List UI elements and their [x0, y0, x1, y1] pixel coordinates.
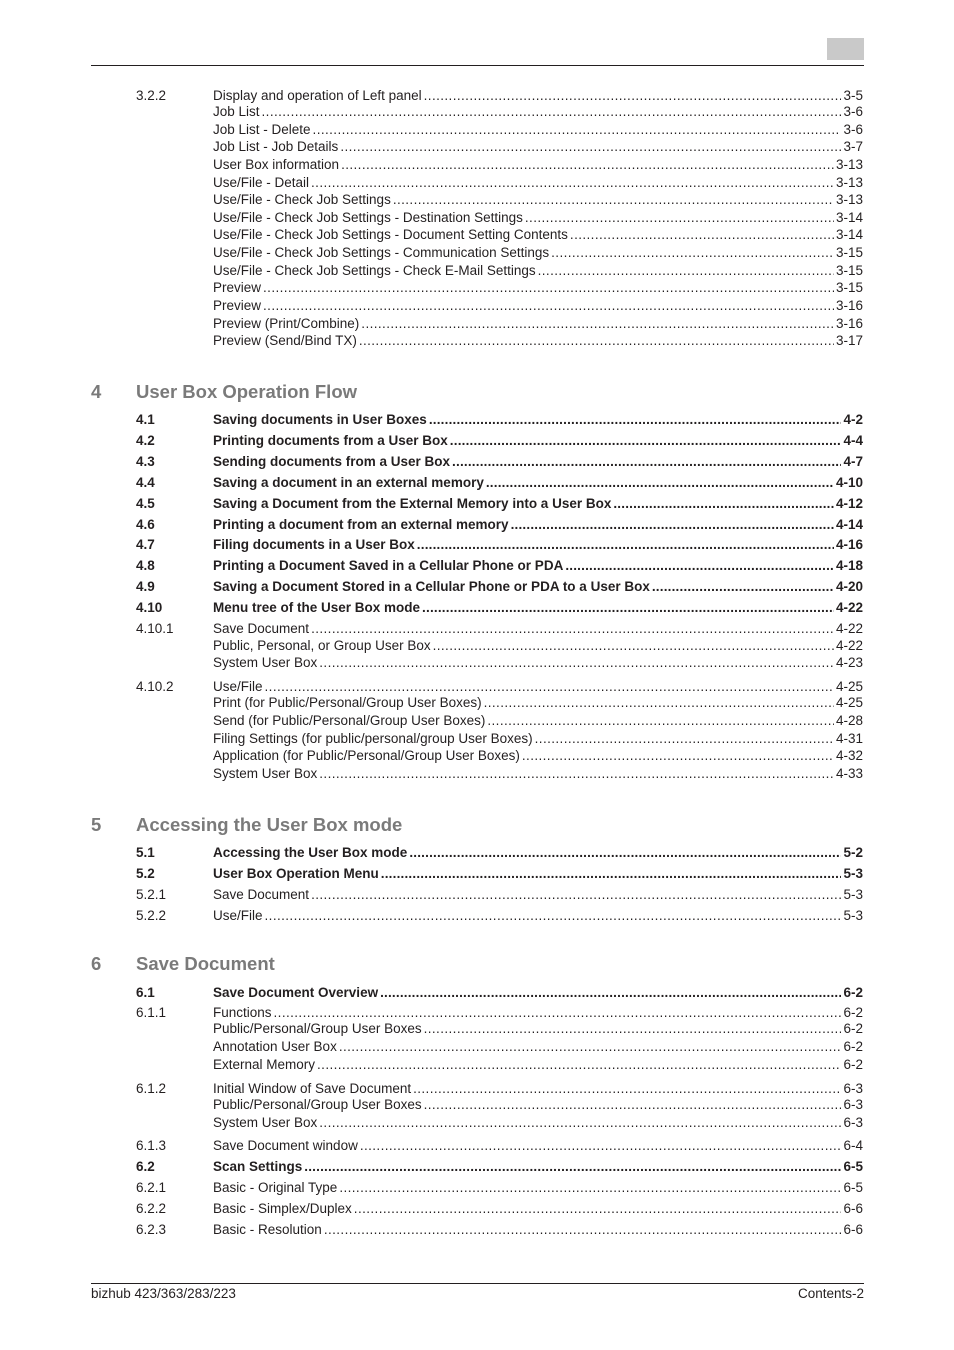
- dot-leader: [393, 191, 834, 209]
- dot-leader: [263, 297, 834, 315]
- page-reference: 3-14: [835, 210, 863, 225]
- toc-entry[interactable]: [0, 1020, 954, 1038]
- dot-leader: [511, 516, 834, 534]
- entry-line: [213, 907, 863, 925]
- dot-leader: [417, 536, 834, 554]
- entry-title: Printing documents from a User Box: [213, 433, 448, 448]
- entry-title: Use/File - Check Job Settings: [213, 192, 391, 207]
- page-reference: 4-10: [835, 475, 863, 490]
- page-reference: 4-25: [835, 695, 863, 710]
- entry-line: [213, 765, 863, 783]
- entry-line: [213, 1137, 863, 1155]
- page-reference: 4-4: [843, 433, 863, 448]
- page-reference: 4-7: [843, 454, 863, 469]
- toc-entry[interactable]: [0, 907, 954, 925]
- entry-title: Printing a document from an external memory: [213, 517, 509, 532]
- section-number: 4.10: [136, 600, 163, 615]
- entry-line: [213, 712, 863, 730]
- dot-leader: [652, 578, 834, 596]
- toc-entry[interactable]: [0, 411, 954, 429]
- entry-title: Accessing the User Box mode: [213, 845, 408, 860]
- footer-rule: [91, 1283, 864, 1284]
- toc-entry[interactable]: [0, 1137, 954, 1155]
- page-reference: 4-20: [835, 579, 863, 594]
- entry-line: [213, 578, 863, 596]
- entry-line: [213, 1096, 863, 1114]
- toc-entry[interactable]: [0, 654, 954, 672]
- dot-leader: [263, 279, 834, 297]
- toc-entry[interactable]: [0, 694, 954, 712]
- page-reference: 4-18: [835, 558, 863, 573]
- entry-title: Saving a Document from the External Memory into a User Box: [213, 496, 612, 511]
- entry-line: [213, 244, 863, 262]
- entry-line: [213, 1200, 863, 1218]
- dot-leader: [265, 907, 842, 925]
- entry-title: Basic - Simplex/Duplex: [213, 1201, 352, 1216]
- entry-title: Public/Personal/Group User Boxes: [213, 1021, 422, 1036]
- toc-entry[interactable]: [0, 984, 954, 1002]
- toc-entry[interactable]: [0, 121, 954, 139]
- entry-line: [213, 694, 863, 712]
- section-number: 3.2.2: [136, 88, 167, 103]
- entry-line: [213, 557, 863, 575]
- page-reference: 6-6: [843, 1222, 863, 1237]
- entry-line: [213, 886, 863, 904]
- toc-entry[interactable]: [0, 637, 954, 655]
- page-reference: 6-2: [843, 985, 863, 1000]
- page-reference: 3-13: [835, 192, 863, 207]
- page-reference: 4-25: [835, 679, 863, 694]
- section-number: 4.2: [136, 433, 155, 448]
- entry-title: Application (for Public/Personal/Group User Boxes): [213, 748, 520, 763]
- section-number: 4.10.2: [136, 679, 174, 694]
- dot-leader: [613, 495, 834, 513]
- toc-entry[interactable]: [0, 765, 954, 783]
- page-reference: 3-17: [835, 333, 863, 348]
- dot-leader: [525, 209, 834, 227]
- entry-title: Save Document window: [213, 1138, 358, 1153]
- entry-title: Save Document Overview: [213, 985, 379, 1000]
- page-reference: 6-3: [843, 1081, 863, 1096]
- entry-title: Send (for Public/Personal/Group User Boxes): [213, 713, 486, 728]
- chapter-title: Save Document: [136, 953, 275, 974]
- toc-entry[interactable]: [0, 844, 954, 862]
- dot-leader: [538, 262, 834, 280]
- entry-title: Public, Personal, or Group User Box: [213, 638, 431, 653]
- toc-entry[interactable]: [0, 536, 954, 554]
- dot-leader: [424, 1096, 842, 1114]
- page-reference: 4-2: [843, 412, 863, 427]
- page-reference: 6-3: [843, 1097, 863, 1112]
- page-reference: 5-3: [843, 908, 863, 923]
- dot-leader: [319, 765, 834, 783]
- entry-title: Use/File - Check Job Settings - Check E-Mail Settings: [213, 263, 536, 278]
- entry-line: [213, 984, 863, 1002]
- entry-line: [213, 474, 863, 492]
- entry-title: User Box Operation Menu: [213, 866, 379, 881]
- page-reference: 3-6: [843, 122, 863, 137]
- dot-leader: [354, 1200, 842, 1218]
- entry-title: Public/Personal/Group User Boxes: [213, 1097, 422, 1112]
- footer-page-number: Contents-2: [797, 1286, 864, 1301]
- entry-title: Filing documents in a User Box: [213, 537, 415, 552]
- entry-title: Preview (Send/Bind TX): [213, 333, 357, 348]
- page-reference: 4-32: [835, 748, 863, 763]
- entry-line: [213, 1158, 863, 1176]
- toc-entry[interactable]: [0, 315, 954, 333]
- dot-leader: [311, 620, 834, 638]
- chapter-title: Accessing the User Box mode: [136, 814, 403, 835]
- toc-entry[interactable]: [0, 1056, 954, 1074]
- chapter-heading[interactable]: [0, 813, 954, 837]
- page-reference: 3-15: [835, 263, 863, 278]
- entry-line: [213, 191, 863, 209]
- entry-title: Initial Window of Save Document: [213, 1081, 412, 1096]
- dot-leader: [484, 694, 834, 712]
- entry-title: Job List - Job Details: [213, 139, 339, 154]
- toc-entry[interactable]: [0, 226, 954, 244]
- toc-entry[interactable]: [0, 103, 954, 121]
- section-number: 6.2.3: [136, 1222, 167, 1237]
- entry-line: [213, 1221, 863, 1239]
- dot-leader: [551, 244, 834, 262]
- page-reference: 5-2: [843, 845, 863, 860]
- page-reference: 6-4: [843, 1138, 863, 1153]
- chapter-title: User Box Operation Flow: [136, 381, 358, 402]
- entry-title: Use/File - Check Job Settings - Destination Settings: [213, 210, 523, 225]
- toc-entry[interactable]: [0, 1114, 954, 1132]
- entry-line: [213, 844, 863, 862]
- toc-entry[interactable]: [0, 620, 954, 638]
- page-reference: 3-6: [843, 104, 863, 119]
- entry-title: Saving a document in an external memory: [213, 475, 484, 490]
- dot-leader: [319, 654, 834, 672]
- section-number: 5.2: [136, 866, 155, 881]
- entry-line: [213, 516, 863, 534]
- entry-title: Basic - Resolution: [213, 1222, 322, 1237]
- toc-entry[interactable]: [0, 474, 954, 492]
- section-number: 4.7: [136, 537, 155, 552]
- entry-line: [213, 209, 863, 227]
- section-number: 4.8: [136, 558, 155, 573]
- entry-title: Use/File: [213, 679, 263, 694]
- toc-entry[interactable]: [0, 1200, 954, 1218]
- entry-title: Job List - Delete: [213, 122, 311, 137]
- chapter-number: 5: [91, 814, 102, 835]
- dot-leader: [319, 1114, 841, 1132]
- section-number: 5.1: [136, 845, 155, 860]
- entry-title: Preview: [213, 298, 262, 313]
- page-reference: 6-5: [843, 1159, 863, 1174]
- dot-leader: [341, 156, 834, 174]
- page-reference: 6-2: [843, 1021, 863, 1036]
- chapter-number: 4: [91, 381, 102, 402]
- entry-line: [213, 620, 863, 638]
- dot-leader: [522, 747, 834, 765]
- entry-line: [213, 156, 863, 174]
- toc-entry[interactable]: [0, 1096, 954, 1114]
- entry-line: [213, 1056, 863, 1074]
- entry-title: System User Box: [213, 766, 318, 781]
- page-reference: 5-3: [843, 887, 863, 902]
- dot-leader: [339, 1179, 841, 1197]
- entry-title: Preview (Print/Combine): [213, 316, 360, 331]
- dot-leader: [535, 730, 834, 748]
- entry-title: Saving a Document Stored in a Cellular Phone or PDA to a User Box: [213, 579, 650, 594]
- entry-title: Use/File - Check Job Settings - Communication Settings: [213, 245, 550, 260]
- entry-title: Display and operation of Left panel: [213, 88, 422, 103]
- toc-entry[interactable]: [0, 599, 954, 617]
- toc-entry[interactable]: [0, 262, 954, 280]
- section-number: 6.2.1: [136, 1180, 167, 1195]
- entry-line: [213, 121, 863, 139]
- dot-leader: [359, 332, 834, 350]
- page-reference: 4-28: [835, 713, 863, 728]
- dot-leader: [429, 411, 842, 429]
- entry-title: Basic - Original Type: [213, 1180, 338, 1195]
- section-number: 4.6: [136, 517, 155, 532]
- dot-leader: [262, 103, 842, 121]
- toc-entry[interactable]: [0, 557, 954, 575]
- toc-entry[interactable]: [0, 432, 954, 450]
- dot-leader: [317, 1056, 841, 1074]
- section-number: 4.3: [136, 454, 155, 469]
- toc-entry[interactable]: [0, 1221, 954, 1239]
- entry-title: Job List: [213, 104, 260, 119]
- entry-title: Menu tree of the User Box mode: [213, 600, 421, 615]
- entry-title: User Box information: [213, 157, 340, 172]
- toc-entry[interactable]: [0, 453, 954, 471]
- entry-line: [213, 332, 863, 350]
- toc-entry[interactable]: [0, 191, 954, 209]
- dot-leader: [324, 1221, 842, 1239]
- footer-product-name: bizhub 423/363/283/223: [91, 1286, 236, 1301]
- entry-line: [213, 1020, 863, 1038]
- page-reference: 6-2: [843, 1039, 863, 1054]
- entry-line: [213, 495, 863, 513]
- entry-line: [213, 411, 863, 429]
- toc-entry[interactable]: [0, 747, 954, 765]
- entry-line: [213, 1038, 863, 1056]
- dot-leader: [381, 865, 842, 883]
- dot-leader: [360, 1137, 842, 1155]
- toc-entry[interactable]: [0, 578, 954, 596]
- section-number: 5.2.2: [136, 908, 167, 923]
- entry-title: Saving documents in User Boxes: [213, 412, 427, 427]
- section-number: 4.1: [136, 412, 155, 427]
- page-reference: 4-23: [835, 655, 863, 670]
- section-number: 6.1.2: [136, 1081, 167, 1096]
- page-reference: 3-15: [835, 245, 863, 260]
- entry-line: [213, 637, 863, 655]
- page-reference: 3-7: [843, 139, 863, 154]
- toc-entry[interactable]: [0, 1038, 954, 1056]
- entry-line: [213, 297, 863, 315]
- entry-line: [213, 747, 863, 765]
- entry-line: [213, 262, 863, 280]
- entry-line: [213, 536, 863, 554]
- entry-line: [213, 654, 863, 672]
- dot-leader: [409, 844, 841, 862]
- page-reference: 4-22: [835, 621, 863, 636]
- toc-entry[interactable]: [0, 138, 954, 156]
- page-reference: 6-2: [843, 1005, 863, 1020]
- dot-leader: [565, 557, 834, 575]
- toc-entry[interactable]: [0, 332, 954, 350]
- page-reference: 3-15: [835, 280, 863, 295]
- page-reference: 4-22: [835, 638, 863, 653]
- section-number: 5.2.1: [136, 887, 167, 902]
- page-reference: 4-14: [835, 517, 863, 532]
- toc-entry[interactable]: [0, 1179, 954, 1197]
- entry-line: [213, 279, 863, 297]
- toc-entry[interactable]: [0, 516, 954, 534]
- dot-leader: [339, 1038, 842, 1056]
- entry-line: [213, 226, 863, 244]
- page-reference: 4-33: [835, 766, 863, 781]
- dot-leader: [422, 599, 834, 617]
- page-reference: 3-16: [835, 298, 863, 313]
- page-reference: 3-14: [835, 227, 863, 242]
- section-number: 4.10.1: [136, 621, 174, 636]
- entry-title: Save Document: [213, 621, 310, 636]
- page-reference: 3-5: [843, 88, 863, 103]
- toc-entry[interactable]: [0, 156, 954, 174]
- entry-title: External Memory: [213, 1057, 316, 1072]
- entry-line: [213, 599, 863, 617]
- toc-entry[interactable]: [0, 1158, 954, 1176]
- entry-line: [213, 453, 863, 471]
- dot-leader: [304, 1158, 841, 1176]
- dot-leader: [570, 226, 834, 244]
- entry-title: Use/File - Check Job Settings - Document Setting Contents: [213, 227, 568, 242]
- entry-line: [213, 1114, 863, 1132]
- section-number: 4.9: [136, 579, 155, 594]
- entry-line: [213, 138, 863, 156]
- section-number: 6.1: [136, 985, 155, 1000]
- dot-leader: [361, 315, 834, 333]
- section-number: 6.1.1: [136, 1005, 167, 1020]
- entry-title: Save Document: [213, 887, 310, 902]
- dot-leader: [311, 886, 841, 904]
- page-reference: 4-16: [835, 537, 863, 552]
- page-reference: 5-3: [843, 866, 863, 881]
- entry-title: Use/File: [213, 908, 263, 923]
- page-reference: 4-12: [835, 496, 863, 511]
- dot-leader: [340, 138, 841, 156]
- toc-entry[interactable]: [0, 244, 954, 262]
- page-reference: 3-16: [835, 316, 863, 331]
- entry-title: Filing Settings (for public/personal/group User Boxes): [213, 731, 533, 746]
- entry-title: Preview: [213, 280, 262, 295]
- entry-title: System User Box: [213, 655, 318, 670]
- page-reference: 6-6: [843, 1201, 863, 1216]
- toc-entry[interactable]: [0, 730, 954, 748]
- entry-line: [213, 865, 863, 883]
- dot-leader: [313, 121, 842, 139]
- toc-entry[interactable]: [0, 279, 954, 297]
- entry-title: Printing a Document Saved in a Cellular Phone or PDA: [213, 558, 564, 573]
- entry-title: Sending documents from a User Box: [213, 454, 451, 469]
- page-reference: 4-31: [835, 731, 863, 746]
- entry-title: Scan Settings: [213, 1159, 303, 1174]
- chapter-heading[interactable]: [0, 380, 954, 404]
- entry-title: Annotation User Box: [213, 1039, 337, 1054]
- entry-line: [213, 103, 863, 121]
- section-number: 6.2: [136, 1159, 155, 1174]
- entry-title: Use/File - Detail: [213, 175, 310, 190]
- page-reference: 3-13: [835, 175, 863, 190]
- page-reference: 4-22: [835, 600, 863, 615]
- entry-line: [213, 432, 863, 450]
- section-number: 4.5: [136, 496, 155, 511]
- chapter-number: 6: [91, 953, 102, 974]
- toc-entry[interactable]: [0, 886, 954, 904]
- entry-title: System User Box: [213, 1115, 318, 1130]
- dot-leader: [486, 474, 834, 492]
- entry-line: [213, 174, 863, 192]
- dot-leader: [452, 453, 841, 471]
- section-number: 6.1.3: [136, 1138, 167, 1153]
- dot-leader: [424, 1020, 842, 1038]
- dot-leader: [450, 432, 842, 450]
- page-reference: 6-5: [843, 1180, 863, 1195]
- dot-leader: [311, 174, 834, 192]
- entry-line: [213, 730, 863, 748]
- toc-entry[interactable]: [0, 297, 954, 315]
- dot-leader: [487, 712, 834, 730]
- chapter-heading[interactable]: [0, 952, 954, 976]
- toc-entry[interactable]: [0, 865, 954, 883]
- page-reference: 6-3: [843, 1115, 863, 1130]
- entry-line: [213, 315, 863, 333]
- dot-leader: [380, 984, 841, 1002]
- toc-entry[interactable]: [0, 174, 954, 192]
- entry-line: [213, 1179, 863, 1197]
- page-reference: 3-13: [835, 157, 863, 172]
- section-number: 6.2.2: [136, 1201, 167, 1216]
- section-number: 4.4: [136, 475, 155, 490]
- page-reference: 6-2: [843, 1057, 863, 1072]
- entry-title: Functions: [213, 1005, 272, 1020]
- toc-entry[interactable]: [0, 712, 954, 730]
- entry-title: Print (for Public/Personal/Group User Boxes): [213, 695, 482, 710]
- toc-entry[interactable]: [0, 495, 954, 513]
- dot-leader: [433, 637, 834, 655]
- toc-entry[interactable]: [0, 209, 954, 227]
